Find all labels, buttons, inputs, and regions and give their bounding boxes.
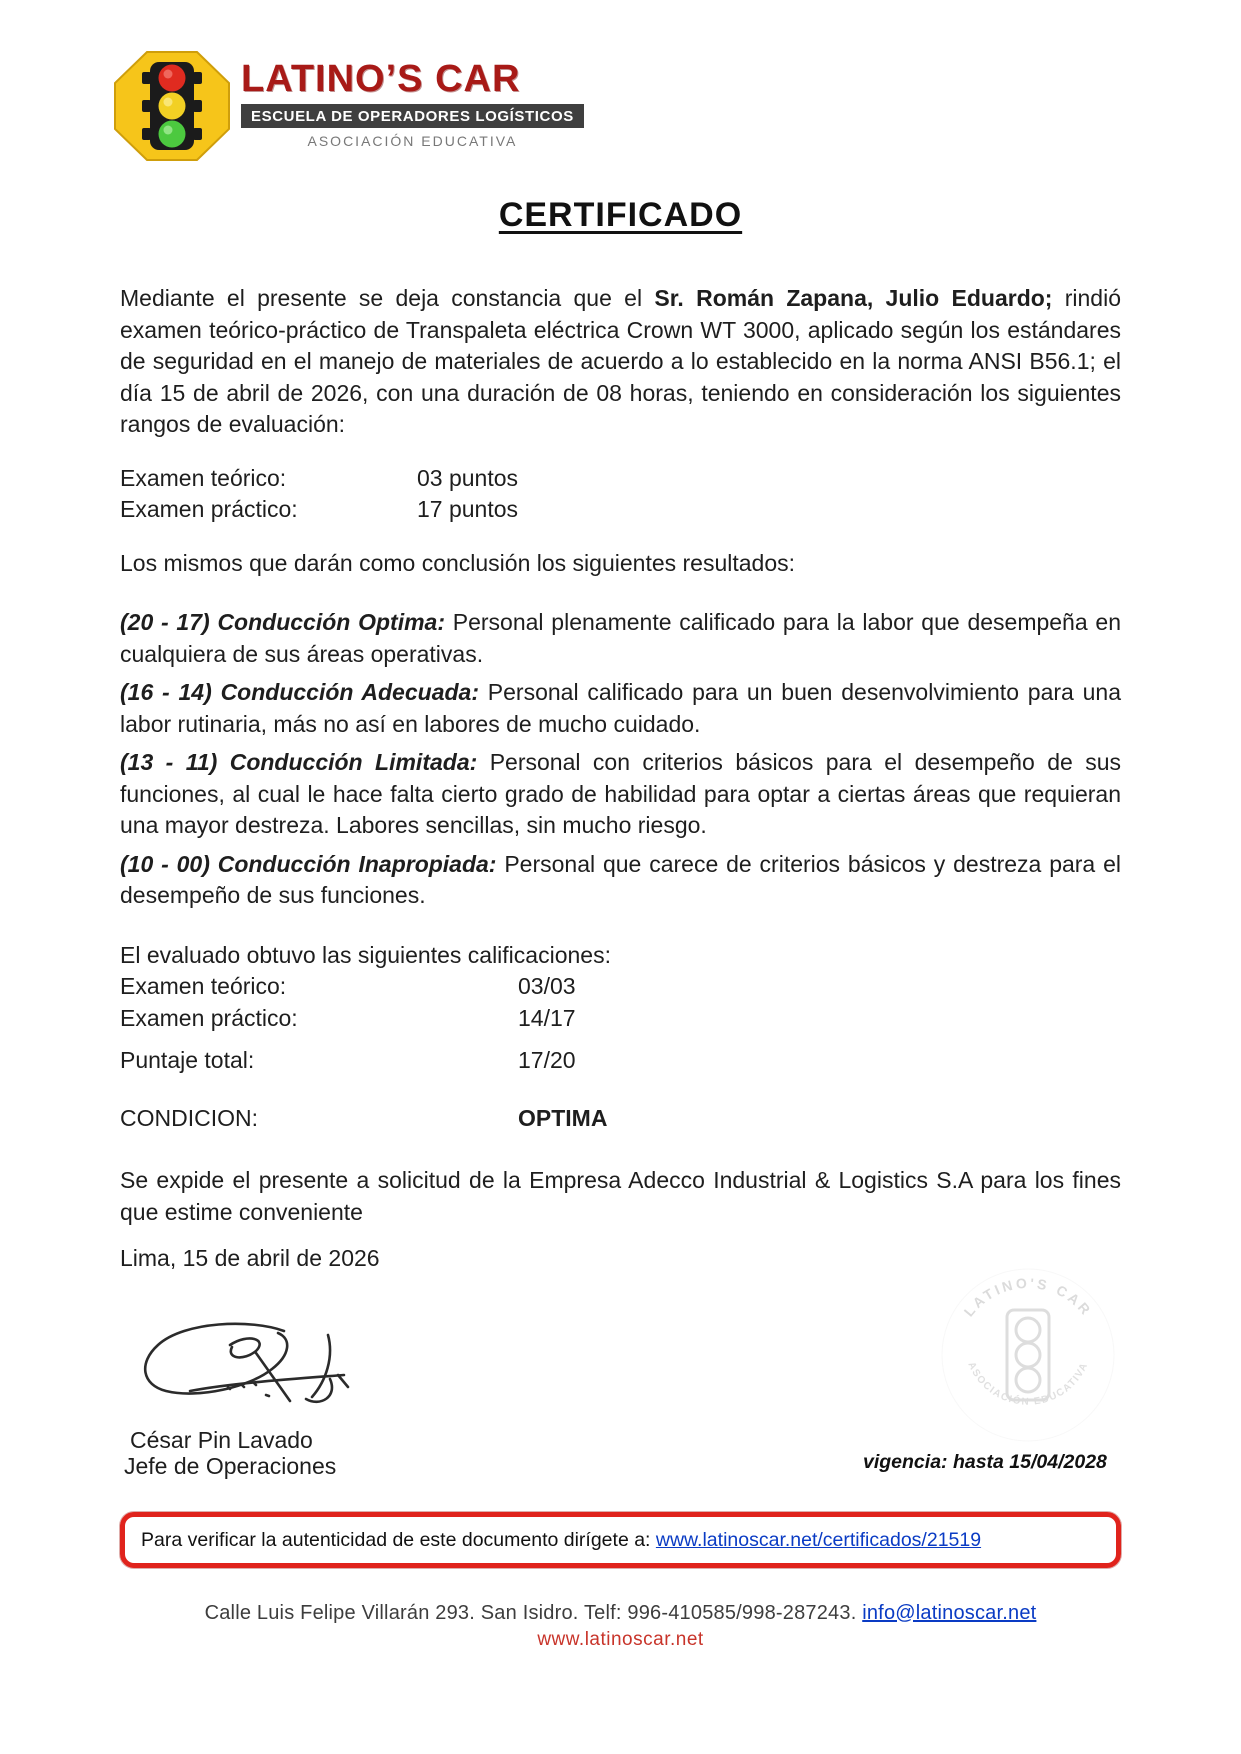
range-inapropiada-heading: (10 - 00) Conducción Inapropiada: [120,850,497,877]
exam-practice-label: Examen práctico: [120,496,298,522]
score-row [120,971,1121,1003]
condition-label: CONDICION: [120,1104,258,1131]
brand-header [113,50,584,162]
page-title: CERTIFICADO [498,196,743,234]
condition-value: OPTIMA [518,1104,608,1131]
signatory-name: César Pin Lavado [130,1426,313,1453]
validity-note: vigencia: hasta 15/04/2028 [863,1451,1107,1473]
total-score-row [120,1045,1121,1077]
range-optima [120,607,1121,670]
footer-email-link[interactable]: info@latinoscar.net [862,1601,1037,1624]
intro-before-name: Mediante el presente se deja constancia que el [120,285,655,311]
brand-name: LATINO’S CAR [241,58,521,100]
score-practice-value: 14/17 [518,1004,576,1031]
exam-point-row [120,494,1121,526]
total-score-label: Puntaje total: [120,1047,255,1073]
intro-after-name: rindió examen teórico-práctico de Transpaleta eléctrica Crown WT 3000, aplicado según los estándares de seguridad en el manejo de materiales de acuerdo a lo establecido en la norma ANSI B56.1; el día 15 de abril de 2026, con una duración de 08 horas, teniendo en consideración los siguientes rangos de evaluación: [120,285,1121,437]
scores-intro: El evaluado obtuvo las siguientes calificaciones: [120,941,611,968]
verification-link[interactable]: www.latinoscar.net/certificados/21519 [655,1528,982,1551]
range-optima-text: Personal plenamente calificado para la labor que desempeña en cualquiera de sus áreas operativas. [120,609,1121,667]
score-theory-value: 03/03 [518,973,576,999]
verification-label: Para verificar la autenticidad de este documento dirígete a: [141,1528,656,1551]
range-limitada [120,747,1121,842]
exam-practice-points: 17 puntos [417,496,519,522]
range-limitada-heading: (13 - 11) Conducción Limitada: [120,749,478,775]
range-limitada-text: Personal con criterios básicos para el desempeño de sus funciones, al cual le hace falta cierto grado de habilidad para optar a ciertas áreas que requieran una mayor destreza. Labores sencillas, sin mucho riesgo. [120,749,1121,838]
exam-points-block [120,463,1121,526]
brand-subtitle: ESCUELA DE OPERADORES LOGÍSTICOS [241,104,584,128]
traffic-light-logo-icon [113,50,231,162]
exam-theory-label: Examen teórico: [120,464,287,491]
score-row [120,1003,1121,1035]
place-date: Lima, 15 de abril de 2026 [120,1245,380,1271]
verification-box [120,1512,1121,1568]
range-optima-heading: (20 - 17) Conducción Optima: [120,609,445,635]
certified-person-name: Sr. Román Zapana, Julio Eduardo; [654,285,1053,311]
scores-block [120,940,1121,1135]
range-adecuada [120,677,1121,740]
svg-text:ASOCIACIÓN EDUCATIVA: ASOCIACIÓN EDUCATIVA [965,1360,1091,1408]
range-adecuada-text: Personal calificado para un buen desenvolvimiento para una labor rutinaria, más no así en labores de mucho cuidado. [120,679,1122,737]
signature-scribble [132,1317,372,1415]
score-theory-label: Examen teórico: [120,973,287,999]
condition-row [120,1103,1121,1135]
footer-address-line [120,1600,1121,1626]
svg-text:LATINO'S CAR: LATINO'S CAR [960,1274,1096,1320]
range-inapropiada [120,849,1121,912]
signatory-role: Jefe de Operaciones [124,1452,337,1479]
range-inapropiada-text: Personal que carece de criterios básicos y destreza para el desempeño de sus funciones. [120,850,1121,908]
score-practice-label: Examen práctico: [120,1004,298,1031]
exam-point-row [120,463,1121,495]
brand-tagline: ASOCIACIÓN EDUCATIVA [307,133,518,149]
total-score-value: 17/20 [518,1047,576,1073]
intro-paragraph [120,283,1121,441]
results-intro: Los mismos que darán como conclusión los siguientes resultados: [120,549,796,576]
range-adecuada-heading: (16 - 14) Conducción Adecuada: [120,679,479,705]
brand-text-block [241,50,584,149]
footer-address: Calle Luis Felipe Villarán 293. San Isidro. Telf: 996-410585/998-287243. [204,1601,863,1624]
footer-website[interactable]: www.latinoscar.net [537,1628,704,1650]
exam-theory-points: 03 puntos [417,464,519,491]
stamp-watermark-icon [933,1260,1123,1455]
issue-paragraph: Se expide el presente a solicitud de la Empresa Adecco Industrial & Logistics S.A para los fines que estime conveniente [120,1167,1121,1225]
